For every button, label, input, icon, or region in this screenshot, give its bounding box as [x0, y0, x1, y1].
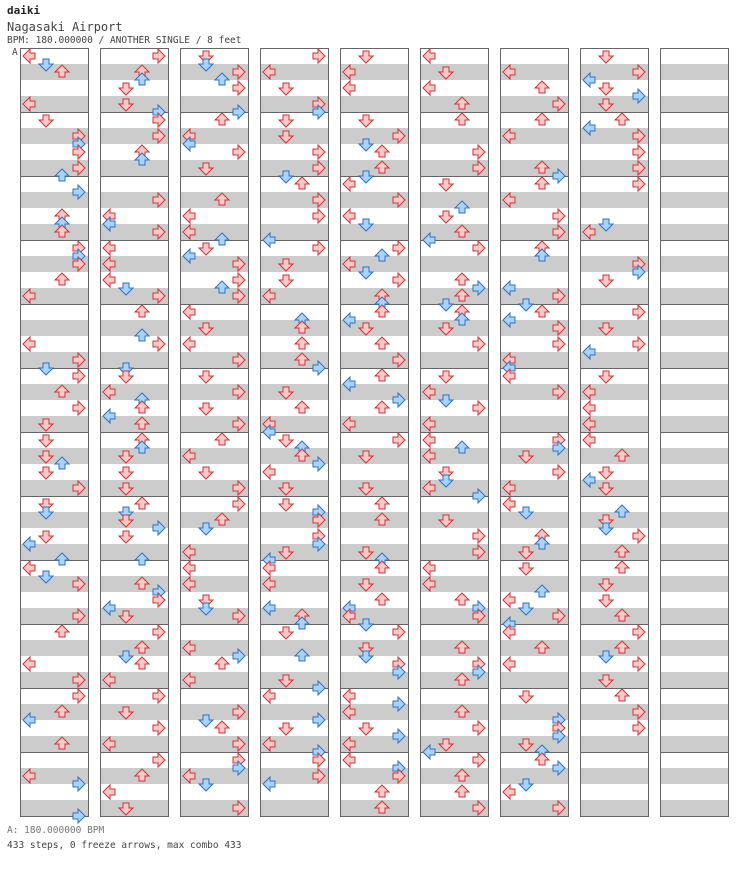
step-arrow-up — [375, 785, 389, 797]
chart-band — [260, 384, 328, 400]
chart-band — [340, 544, 408, 560]
chart-band — [420, 320, 488, 336]
step-arrow-left — [583, 433, 595, 447]
chart-band — [340, 224, 408, 240]
step-arrow-down — [279, 723, 293, 735]
step-arrow-down — [119, 371, 133, 383]
step-arrow-right — [473, 753, 485, 767]
step-arrow-right — [233, 497, 245, 511]
step-arrow-left — [503, 785, 515, 799]
step-arrow-down — [279, 115, 293, 127]
step-arrow-right — [73, 369, 85, 383]
chart-band — [420, 768, 488, 784]
chart-band — [340, 576, 408, 592]
step-arrow-up — [215, 657, 229, 669]
chart-band — [20, 320, 88, 336]
step-arrow-right — [313, 49, 325, 63]
step-arrow-left — [343, 753, 355, 767]
step-arrow-left — [423, 561, 435, 575]
chart-band — [340, 800, 408, 816]
step-arrow-left — [503, 593, 515, 607]
step-arrow-up — [215, 113, 229, 125]
chart-band — [500, 640, 568, 656]
chart-band — [100, 544, 168, 560]
step-arrow-right — [633, 625, 645, 639]
step-arrow-right — [473, 721, 485, 735]
segment-marker: A — [12, 47, 18, 58]
step-arrow-down — [279, 499, 293, 511]
chart-band — [660, 416, 728, 432]
chart-band — [260, 800, 328, 816]
chart-band — [20, 64, 88, 80]
step-arrow-right — [553, 465, 565, 479]
chart-band — [260, 640, 328, 656]
step-arrow-up — [135, 497, 149, 509]
step-arrow-right — [313, 145, 325, 159]
chart-band — [20, 640, 88, 656]
step-arrow-down — [439, 371, 453, 383]
chart-band — [340, 512, 408, 528]
chart-band — [580, 448, 648, 464]
step-arrow-up — [295, 337, 309, 349]
chart-band — [20, 384, 88, 400]
step-arrow-up — [375, 561, 389, 573]
step-arrow-right — [313, 209, 325, 223]
chart-band — [660, 320, 728, 336]
chart-band — [660, 768, 728, 784]
step-arrow-left — [423, 81, 435, 95]
step-arrow-up — [615, 689, 629, 701]
chart-band — [580, 768, 648, 784]
step-arrow-right — [473, 241, 485, 255]
chart-band — [260, 320, 328, 336]
step-arrow-left — [263, 689, 275, 703]
step-arrow-left — [103, 273, 115, 287]
step-arrow-down — [279, 275, 293, 287]
step-arrow-left — [103, 785, 115, 799]
chart-band — [260, 256, 328, 272]
step-arrow-down — [599, 83, 613, 95]
chart-band — [500, 416, 568, 432]
chart-band — [20, 416, 88, 432]
chart-band — [660, 64, 728, 80]
step-arrow-down — [39, 435, 53, 447]
chart-band — [420, 704, 488, 720]
step-arrow-right — [153, 625, 165, 639]
chart-band — [340, 480, 408, 496]
step-arrow-right — [633, 657, 645, 671]
chart-band — [100, 704, 168, 720]
chart-band — [660, 192, 728, 208]
step-arrow-up — [55, 625, 69, 637]
chart-band — [580, 736, 648, 752]
chart-band — [20, 736, 88, 752]
step-arrow-up — [615, 561, 629, 573]
step-arrow-up — [535, 177, 549, 189]
song-title: Nagasaki Airport — [7, 20, 123, 34]
step-arrow-right — [313, 241, 325, 255]
step-arrow-left — [423, 49, 435, 63]
step-arrow-down — [119, 467, 133, 479]
step-arrow-down — [39, 531, 53, 543]
chart-band — [660, 256, 728, 272]
step-arrow-left — [23, 337, 35, 351]
step-arrow-right — [153, 337, 165, 351]
step-arrow-up — [295, 177, 309, 189]
chart-band — [420, 256, 488, 272]
step-arrow-up — [375, 305, 389, 317]
step-arrow-left — [343, 81, 355, 95]
step-arrow-down — [599, 371, 613, 383]
chart-band — [660, 736, 728, 752]
step-arrow-right — [233, 81, 245, 95]
step-arrow-left — [503, 497, 515, 511]
step-arrow-up — [215, 433, 229, 445]
chart-band — [180, 160, 248, 176]
chart-band — [660, 160, 728, 176]
step-arrow-down — [359, 723, 373, 735]
chart-band — [100, 352, 168, 368]
step-arrow-left — [423, 433, 435, 447]
chart-band — [580, 512, 648, 528]
step-arrow-right — [473, 401, 485, 415]
step-arrow-right — [633, 177, 645, 191]
step-arrow-right — [633, 305, 645, 319]
chart-band — [100, 320, 168, 336]
step-arrow-down — [199, 467, 213, 479]
step-arrow-up — [375, 369, 389, 381]
step-arrow-up — [535, 113, 549, 125]
chart-band — [100, 448, 168, 464]
chart-band — [260, 480, 328, 496]
step-arrow-right — [393, 625, 405, 639]
chart-band — [660, 608, 728, 624]
chart-band — [340, 288, 408, 304]
step-arrow-right — [73, 401, 85, 415]
chart-band — [580, 320, 648, 336]
chart-band — [340, 448, 408, 464]
step-arrow-left — [583, 401, 595, 415]
step-arrow-left — [183, 209, 195, 223]
chart-band — [420, 64, 488, 80]
chart-band — [580, 544, 648, 560]
step-arrow-up — [535, 81, 549, 93]
step-arrow-up — [375, 401, 389, 413]
step-arrow-up — [455, 785, 469, 797]
step-arrow-down — [599, 467, 613, 479]
step-arrow-right — [553, 337, 565, 351]
chart-band — [660, 800, 728, 816]
step-arrow-right — [393, 241, 405, 255]
step-arrow-down — [119, 83, 133, 95]
chart-band — [420, 96, 488, 112]
step-arrow-right — [633, 529, 645, 543]
chart-band — [580, 640, 648, 656]
step-arrow-down — [279, 435, 293, 447]
step-arrow-down — [599, 595, 613, 607]
chart-band — [660, 544, 728, 560]
chart-band — [660, 448, 728, 464]
chart-band — [500, 544, 568, 560]
chart-band — [340, 640, 408, 656]
chart-band — [580, 608, 648, 624]
chart-band — [20, 512, 88, 528]
chart-band — [260, 128, 328, 144]
step-arrow-up — [535, 753, 549, 765]
chart-band — [660, 704, 728, 720]
step-arrow-left — [23, 657, 35, 671]
step-arrow-up — [375, 145, 389, 157]
chart-band — [580, 192, 648, 208]
step-arrow-right — [73, 689, 85, 703]
step-arrow-left — [183, 561, 195, 575]
chart-band — [420, 352, 488, 368]
chart-band — [180, 192, 248, 208]
step-arrow-up — [455, 273, 469, 285]
chart-band — [660, 576, 728, 592]
chart-band — [660, 512, 728, 528]
step-arrow-down — [199, 371, 213, 383]
step-arrow-right — [633, 721, 645, 735]
chart-band — [660, 672, 728, 688]
step-arrow-down — [279, 83, 293, 95]
step-arrow-right — [473, 529, 485, 543]
step-arrow-right — [393, 273, 405, 287]
step-arrow-down — [519, 691, 533, 703]
step-arrow-up — [375, 497, 389, 509]
step-arrow-right — [553, 209, 565, 223]
step-arrow-right — [233, 145, 245, 159]
chart-band — [660, 288, 728, 304]
chart-band — [420, 640, 488, 656]
step-arrow-left — [503, 657, 515, 671]
step-arrow-right — [633, 145, 645, 159]
step-arrow-down — [279, 627, 293, 639]
step-arrow-left — [343, 209, 355, 223]
chart-band — [180, 512, 248, 528]
chart-band — [100, 160, 168, 176]
chart-band — [100, 480, 168, 496]
chart-band — [180, 320, 248, 336]
step-arrow-down — [519, 563, 533, 575]
step-arrow-up — [375, 337, 389, 349]
step-arrow-down — [439, 179, 453, 191]
bpm-info: A: 180.000000 BPM — [7, 825, 105, 836]
step-arrow-right — [233, 273, 245, 287]
step-arrow-left — [183, 337, 195, 351]
step-arrow-right — [393, 433, 405, 447]
chart-band — [420, 192, 488, 208]
chart-band — [660, 352, 728, 368]
step-arrow-left — [103, 241, 115, 255]
step-arrow-down — [359, 115, 373, 127]
chart-band — [580, 800, 648, 816]
step-arrow-down — [359, 51, 373, 63]
chart-band — [100, 800, 168, 816]
chart-band — [500, 576, 568, 592]
step-arrow-down — [39, 115, 53, 127]
chart-band — [20, 224, 88, 240]
chart-band — [20, 448, 88, 464]
step-arrow-up — [615, 113, 629, 125]
step-arrow-right — [153, 49, 165, 63]
chart-band — [100, 64, 168, 80]
step-arrow-up — [535, 305, 549, 317]
step-arrow-down — [599, 275, 613, 287]
step-arrow-left — [23, 49, 35, 63]
step-arrow-down — [199, 403, 213, 415]
chart-band — [660, 640, 728, 656]
step-stats: 433 steps, 0 freeze arrows, max combo 433 — [7, 840, 242, 851]
chart-subtitle: BPM: 180.000000 / ANOTHER SINGLE / 8 feet — [7, 35, 242, 46]
chart-band — [660, 128, 728, 144]
chart-band — [420, 512, 488, 528]
chart-band — [580, 576, 648, 592]
chart-band — [660, 96, 728, 112]
step-arrow-right — [473, 337, 485, 351]
chart-band — [660, 384, 728, 400]
step-arrow-down — [39, 467, 53, 479]
step-arrow-down — [439, 211, 453, 223]
step-arrow-left — [343, 177, 355, 191]
step-arrow-up — [135, 305, 149, 317]
step-arrow-left — [263, 465, 275, 479]
chart-band — [500, 512, 568, 528]
step-arrow-up — [135, 657, 149, 669]
chart-band — [340, 96, 408, 112]
step-arrow-left — [343, 689, 355, 703]
step-arrow-right — [473, 145, 485, 159]
step-arrow-right — [153, 753, 165, 767]
chart-band — [500, 672, 568, 688]
chart-band — [660, 224, 728, 240]
step-arrow-right — [153, 721, 165, 735]
chart-band — [100, 640, 168, 656]
author-name: daiki — [7, 4, 41, 17]
step-arrow-up — [55, 273, 69, 285]
step-arrow-down — [599, 51, 613, 63]
step-arrow-up — [135, 401, 149, 413]
chart-band — [500, 256, 568, 272]
step-arrow-up — [455, 593, 469, 605]
chart-band — [340, 160, 408, 176]
step-arrow-down — [119, 531, 133, 543]
chart-band — [420, 128, 488, 144]
step-arrow-right — [153, 689, 165, 703]
step-arrow-up — [455, 113, 469, 125]
step-arrow-left — [23, 561, 35, 575]
chart-band — [660, 480, 728, 496]
chart-band — [580, 288, 648, 304]
step-arrow-left — [183, 305, 195, 319]
step-arrow-up — [215, 721, 229, 733]
chart-band — [580, 672, 648, 688]
chart-band — [100, 768, 168, 784]
step-arrow-down — [199, 243, 213, 255]
step-arrow-up — [295, 401, 309, 413]
step-arrow-right — [633, 337, 645, 351]
step-arrow-up — [375, 593, 389, 605]
